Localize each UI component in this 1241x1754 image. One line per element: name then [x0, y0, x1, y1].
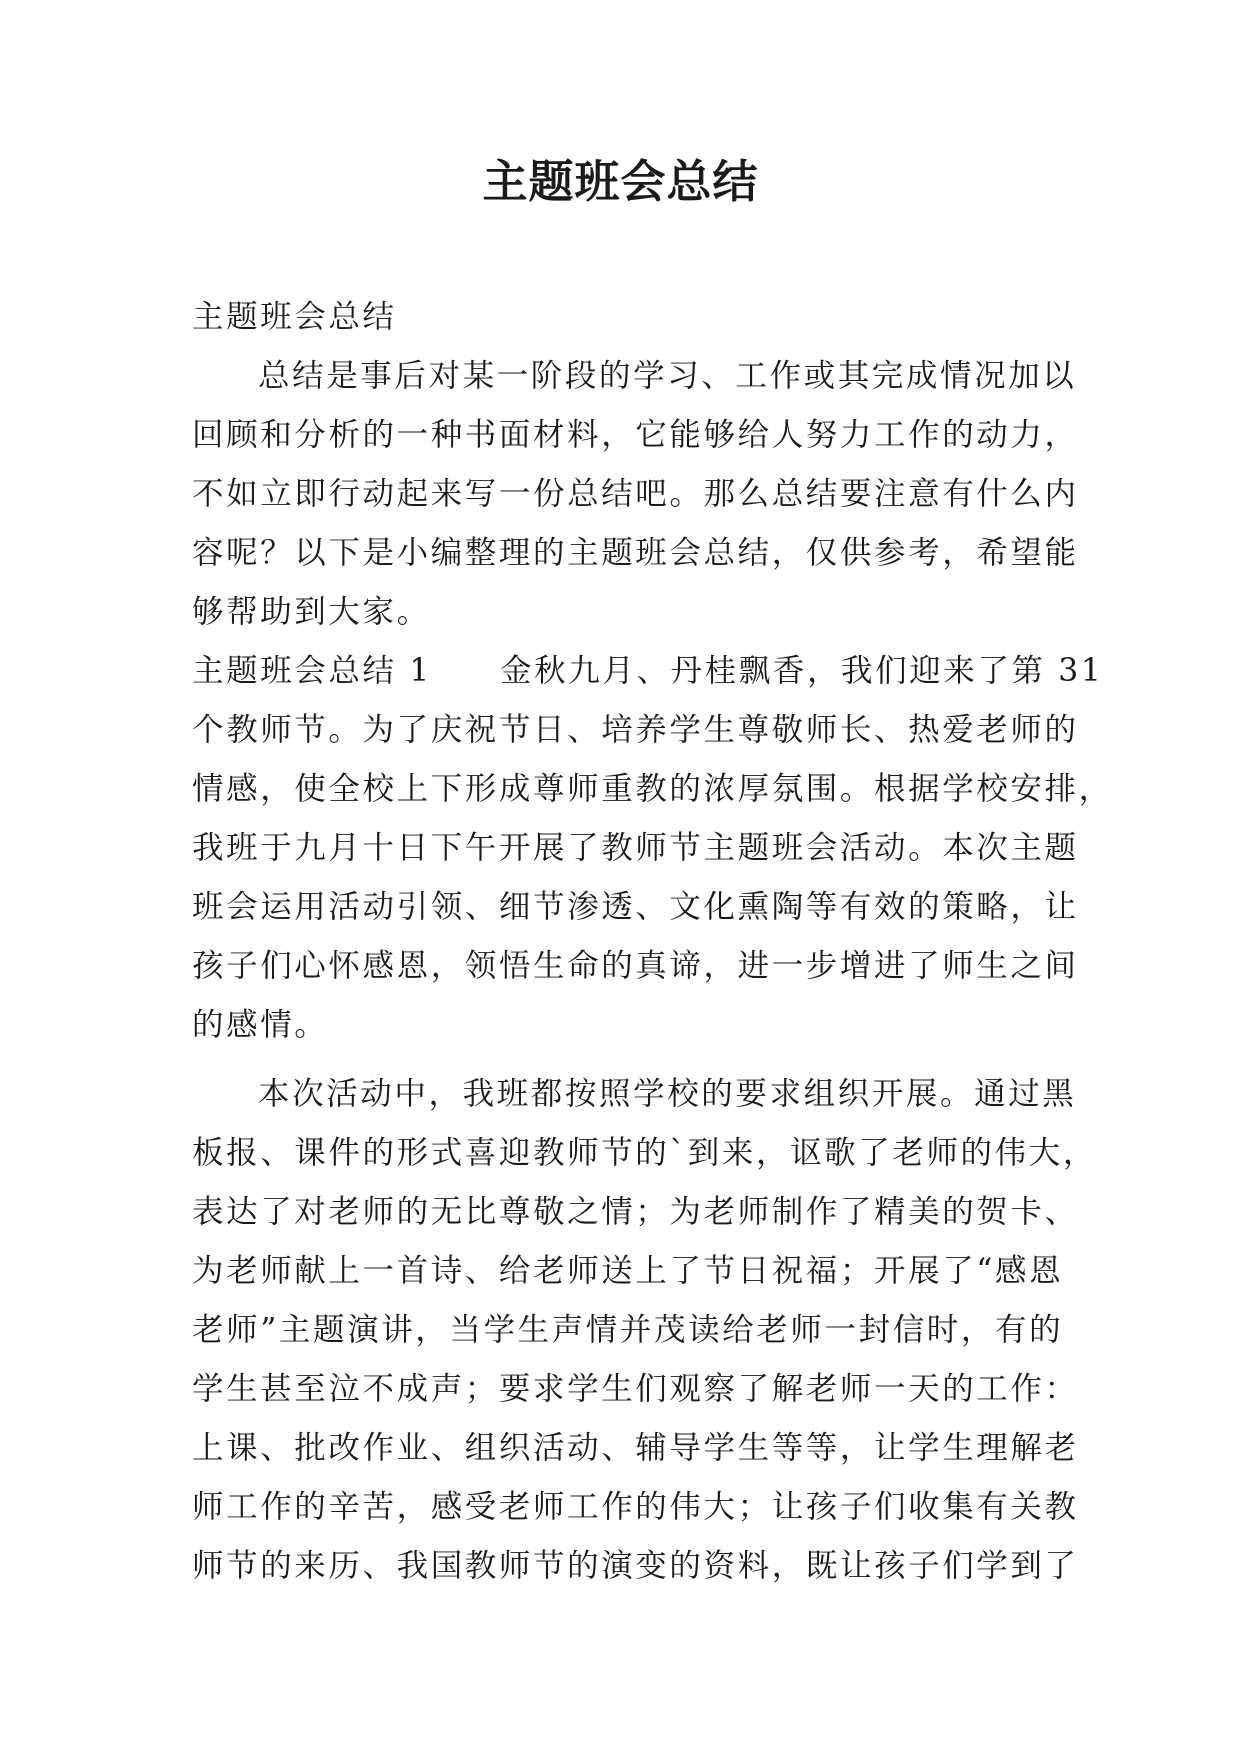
paragraph-line: 回顾和分析的一种书面材料，它能够给人努力工作的动力， — [192, 417, 1079, 453]
paragraph-line: 表达了对老师的无比尊敬之情；为老师制作了精美的贺卡、 — [192, 1194, 1079, 1230]
document-title: 主题班会总结 — [482, 155, 759, 208]
paragraph-line: 老师”主题演讲，当学生声情并茂读给老师一封信时，有的 — [192, 1312, 1064, 1348]
paragraph-line: 班会运用活动引领、细节渗透、文化熏陶等有效的策略，让 — [192, 889, 1079, 925]
paragraph-line: 上课、批改作业、组织活动、辅导学生等等，让学生理解老 — [192, 1430, 1079, 1466]
section2-paragraph — [192, 1065, 1097, 1596]
paragraph-line: 容呢？以下是小编整理的主题班会总结，仅供参考，希望能 — [192, 535, 1079, 571]
paragraph-line: 板报、课件的形式喜迎教师节的`到来，讴歌了老师的伟大， — [192, 1135, 1097, 1171]
paragraph-line: 为老师献上一首诗、给老师送上了节日祝福；开展了“感恩 — [192, 1253, 1064, 1289]
heading-line: 主题班会总结 — [192, 299, 397, 335]
paragraph-line: 本次活动中，我班都按照学校的要求组织开展。通过黑 — [258, 1076, 1077, 1112]
paragraph-line: 学生甚至泣不成声；要求学生们观察了解老师一天的工作： — [192, 1371, 1079, 1407]
section1-paragraph — [192, 642, 1113, 1055]
intro-paragraph — [192, 347, 1079, 642]
paragraph-line: 师节的来历、我国教师节的演变的资料，既让孩子们学到了 — [192, 1548, 1079, 1584]
paragraph-line: 总结是事后对某一阶段的学习、工作或其完成情况加以 — [258, 358, 1077, 394]
document-body — [192, 288, 1113, 1596]
paragraph-line: 孩子们心怀感恩，领悟生命的真谛，进一步增进了师生之间 — [192, 948, 1079, 984]
paragraph-line: 情感，使全校上下形成尊师重教的浓厚氛围。根据学校安排， — [192, 771, 1113, 807]
paragraph-line: 的感情。 — [192, 1007, 329, 1043]
paragraph-line: 够帮助到大家。 — [192, 594, 431, 630]
paragraph-line: 我班于九月十日下午开展了教师节主题班会活动。本次主题 — [192, 830, 1079, 866]
paragraph-line: 不如立即行动起来写一份总结吧。那么总结要注意有什么内 — [192, 476, 1079, 512]
paragraph-line: 师工作的辛苦，感受老师工作的伟大；让孩子们收集有关教 — [192, 1489, 1079, 1525]
paragraph-line: 个教师节。为了庆祝节日、培养学生尊敬师长、热爱老师的 — [192, 712, 1079, 748]
paragraph-line: 主题班会总结 1 金秋九月、丹桂飘香，我们迎来了第 31 — [192, 653, 1104, 689]
